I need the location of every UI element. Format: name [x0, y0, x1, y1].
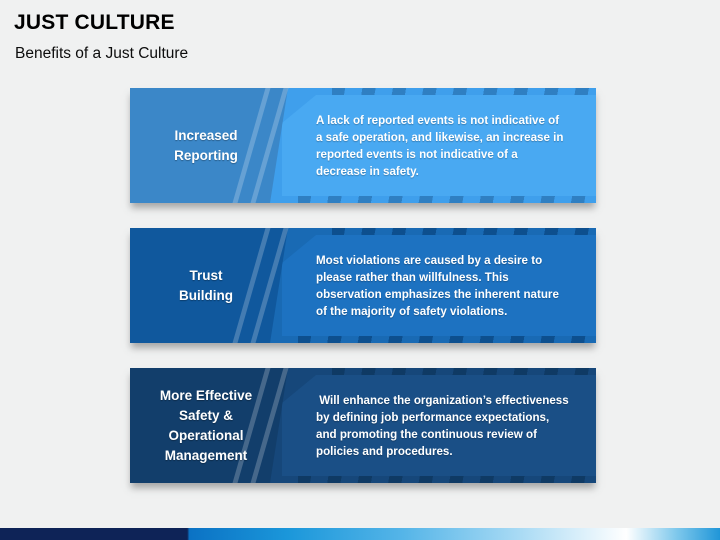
card-body-line: observation emphasizes the inherent nature: [316, 287, 559, 301]
card-label-line: Trust: [189, 267, 223, 283]
benefit-card-trust-building: [130, 228, 596, 343]
card-label-line: Increased: [174, 127, 238, 143]
card-label-line: Building: [179, 287, 233, 303]
card-label-line: Safety &: [178, 407, 234, 423]
card-body-line: of the majority of safety violations.: [316, 304, 508, 318]
card-body-line: policies and procedures.: [316, 444, 453, 458]
card-body-line: by defining job performance expectations,: [316, 410, 550, 424]
card-body-line: Most violations are caused by a desire to: [316, 253, 543, 267]
slide-title: JUST CULTURE: [14, 11, 175, 34]
card-body-line: a safe operation, and likewise, an increase in: [316, 130, 564, 144]
card-body-line: and promoting the continuous review of: [316, 427, 537, 441]
card-label: [130, 368, 282, 483]
slide-subtitle: Benefits of a Just Culture: [15, 45, 189, 62]
card-body-line: decrease in safety.: [316, 164, 419, 178]
card-label: [130, 88, 282, 203]
card-body-line: please rather than willfulness. This: [316, 270, 509, 284]
card-label-line: Management: [164, 447, 248, 463]
benefit-card-increased-reporting: [130, 88, 596, 203]
card-body-text: [316, 368, 590, 483]
card-body-line: reported events is not indicative of a: [316, 147, 518, 161]
card-label-line: Reporting: [174, 147, 238, 163]
card-body-text: [316, 228, 590, 343]
card-body-line: A lack of reported events is not indicative of: [316, 113, 560, 127]
card-label: [130, 228, 282, 343]
card-label-line: More Effective: [159, 387, 253, 403]
card-label-line: Operational: [168, 427, 244, 443]
bottom-accent-bar: [0, 528, 720, 540]
benefit-card-safety-management: [130, 368, 596, 483]
card-body-text: [316, 88, 590, 203]
card-body-line: Will enhance the organization’s effectiveness: [316, 393, 569, 407]
